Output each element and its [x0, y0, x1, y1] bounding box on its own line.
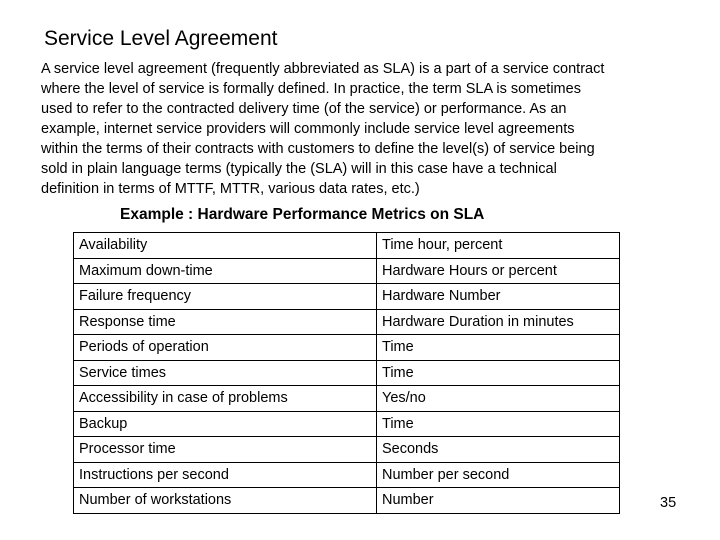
- metric-cell: Backup: [74, 411, 377, 437]
- table-row: [74, 488, 620, 514]
- unit-cell: Hardware Duration in minutes: [377, 309, 620, 335]
- table-row: [74, 233, 620, 259]
- paragraph-line: where the level of service is formally defined. In practice, the term SLA is sometimes: [41, 81, 581, 97]
- paragraph-line: A service level agreement (frequently abbreviated as SLA) is a part of a service contract: [41, 61, 605, 77]
- table-row: [74, 335, 620, 361]
- unit-cell: Number per second: [377, 462, 620, 488]
- table-row: [74, 462, 620, 488]
- metric-cell: Maximum down-time: [74, 258, 377, 284]
- metric-cell: Availability: [74, 233, 377, 259]
- paragraph-line: used to refer to the contracted delivery time (of the service) or performance. As an: [41, 101, 567, 117]
- metrics-table: [73, 232, 620, 514]
- unit-cell: Hardware Number: [377, 284, 620, 310]
- metric-cell: Service times: [74, 360, 377, 386]
- metric-cell: Processor time: [74, 437, 377, 463]
- table-row: [74, 411, 620, 437]
- unit-cell: Time: [377, 335, 620, 361]
- metric-cell: Periods of operation: [74, 335, 377, 361]
- sla-description: [41, 59, 681, 199]
- metric-cell: Instructions per second: [74, 462, 377, 488]
- table-row: [74, 309, 620, 335]
- unit-cell: Yes/no: [377, 386, 620, 412]
- unit-cell: Seconds: [377, 437, 620, 463]
- paragraph-line: definition in terms of MTTF, MTTR, various data rates, etc.): [41, 181, 420, 197]
- page-number: 35: [660, 495, 677, 511]
- metric-cell: Failure frequency: [74, 284, 377, 310]
- unit-cell: Time hour, percent: [377, 233, 620, 259]
- table-row: [74, 284, 620, 310]
- paragraph-line: sold in plain language terms (typically the (SLA) will in this case have a technical: [41, 161, 557, 177]
- table-row: [74, 360, 620, 386]
- metric-cell: Number of workstations: [74, 488, 377, 514]
- unit-cell: Number: [377, 488, 620, 514]
- paragraph-line: within the terms of their contracts with customers to define the level(s) of service being: [41, 141, 595, 157]
- table-row: [74, 386, 620, 412]
- table-row: [74, 258, 620, 284]
- unit-cell: Hardware Hours or percent: [377, 258, 620, 284]
- paragraph-line: example, internet service providers will commonly include service level agreements: [41, 121, 575, 137]
- table-caption: Example : Hardware Performance Metrics on SLA: [120, 206, 485, 223]
- unit-cell: Time: [377, 360, 620, 386]
- metric-cell: Accessibility in case of problems: [74, 386, 377, 412]
- unit-cell: Time: [377, 411, 620, 437]
- metric-cell: Response time: [74, 309, 377, 335]
- table-row: [74, 437, 620, 463]
- page-title: Service Level Agreement: [44, 27, 278, 50]
